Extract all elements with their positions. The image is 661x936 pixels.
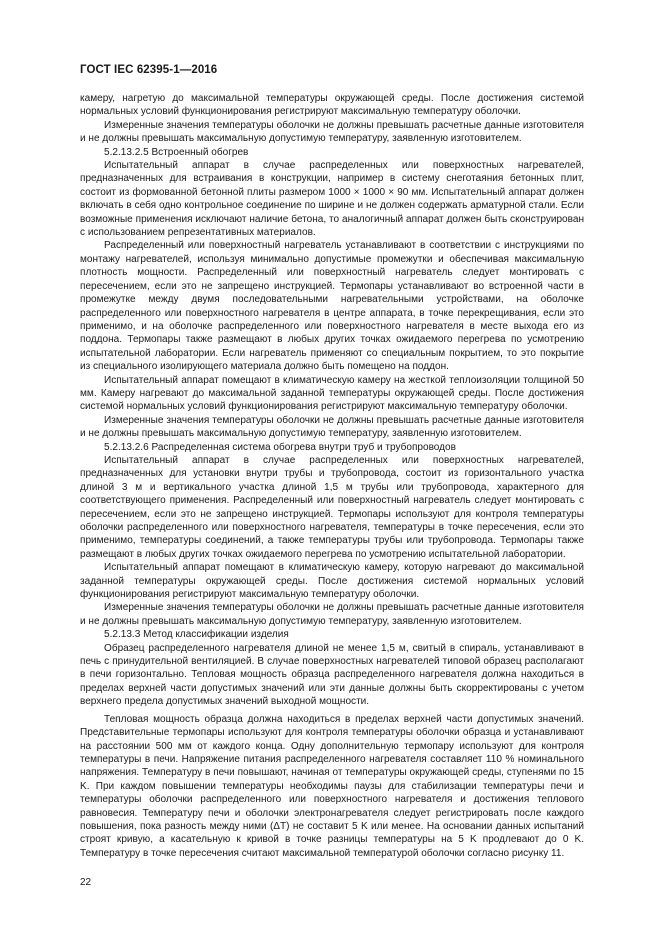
paragraph: Тепловая мощность образца должна находиться в пределах верхней части допустимых значений. Представительные термопары используют для контроля температуры оболочки образца и устанавливают на расстоянии 500 мм от каждого конца. Одну дополнительную термопару используют для контроля температуры в печи. Напряжение питания распределенного нагревателя составляет 110 % номинального напряжения. Температуру в печи повышают, начиная от температуры окружающей среды, ступенями по 15 K. При каждом повышении температуры необходимы паузы для стабилизации температуры печи и температуры оболочки распределенного или поверхностного нагревателя и достижения теплового равновесия. Температуру печи и оболочки электронагревателя следует регистрировать после каждого повышения, пока разность между ними (ΔT) не составит 5 K или менее. На основании данных испытаний строят кривую, а касательную к кривой в точке разницы температуры на 5 K продлевают до 0 K. Температуру в точке пересечения считают максимальной температурой оболочки согласно рисунку 11. bbox=[80, 713, 584, 859]
page-number: 22 bbox=[80, 877, 92, 888]
paragraph: Испытательный аппарат в случае распределенных или поверхностных нагревателей, предназначенных для установки внутри трубы и трубопровода, состоит из горизонтального участка длиной 3 м и вертикального участка длиной 1,5 м трубы или трубопровода, характерного для соответствующего применения. Распределенный или поверхностный нагреватель следует монтировать с пересечением, если это не запрещено инструкцией. Термопары используют для контроля температуры оболочки распределенного или поверхностного нагревателя, температуры в точке пересечения, если это применимо, температуры соединений, а также температуры трубы или трубопровода. Термопары также размещают в любых других точках ожидаемого перегрева по усмотрению испытательной лаборатории. bbox=[80, 454, 584, 560]
paragraph: Измеренные значения температуры оболочки не должны превышать расчетные данные изготовителя и не должны превышать максимальную допустимую температуру, заявленную изготовителем. bbox=[80, 602, 584, 627]
paragraph: Измеренные значения температуры оболочки не должны превышать расчетные данные изготовителя и не должны превышать максимальную допустимую температуру, заявленную изготовителем. bbox=[80, 414, 584, 440]
paragraph: Образец распределенного нагревателя длиной не менее 1,5 м, свитый в спираль, устанавливают в печь с принудительной вентиляцией. В случае поверхностных нагревателей типовой образец располагают в печи горизонтально. Тепловая мощность образца распределенного нагревателя должна находиться в пределах верхней части допустимых значений или эти данные должны быть скорректированы с учетом верхнего предела допустимых значений выходной мощности. bbox=[80, 642, 584, 708]
section-heading: 5.2.13.3 Метод классификации изделия bbox=[104, 629, 289, 641]
section-heading: 5.2.13.2.6 Распределенная система обогрева внутри труб и трубопроводов bbox=[104, 441, 456, 453]
document-body bbox=[80, 92, 584, 860]
paragraph: камеру, нагретую до максимальной температуры окружающей среды. После достижения системой нормальных условий функционирования регистрируют максимальную температуру оболочки. bbox=[80, 93, 584, 118]
paragraph: Распределенный или поверхностный нагреватель устанавливают в соответствии с инструкциями по монтажу нагревателей, используя минимально допустимые промежутки и обеспечивая максимальную плотность мощности. Распределенный или поверхностный нагреватель следует монтировать с пересечением, если это не запрещено инструкцией. Термопары устанавливают во встроенной части в промежутке между двумя последовательными нагревательными устройствами, на оболочке распределенного или поверхностного нагревателя в центре аппарата, в точке перекрещивания, если это применимо, и на оболочке распределенного или поверхностного нагревателя в месте выхода его из поддона. Термопары также размещают в любых других точках ожидаемого перегрева по усмотрению испытательной лаборатории. Если нагреватель применяют со специальным покрытием, то это покрытие из специального изолирующего материала должно быть помещено на поддон. bbox=[80, 240, 584, 373]
paragraph: Испытательный аппарат помещают в климатическую камеру, которую нагревают до максимальной заданной температуры окружающей среды. После достижения системой нормальных условий функционирования регистрируют максимальную температуру оболочки. bbox=[80, 562, 584, 601]
section-heading: 5.2.13.2.5 Встроенный обогрев bbox=[104, 146, 249, 158]
paragraph: Измеренные значения температуры оболочки не должны превышать расчетные данные изготовителя и не должны превышать максимальную допустимую температуру, заявленную изготовителем. bbox=[80, 119, 584, 145]
paragraph: Испытательный аппарат помещают в климатическую камеру на жесткой теплоизоляции толщиной 50 мм. Камеру нагревают до максимальной заданной температуры окружающей среды. После достижения системой нормальных условий функционирования регистрируют максимальную температуру оболочки. bbox=[80, 374, 584, 413]
document-header: ГОСТ IEC 62395-1—2016 bbox=[80, 64, 218, 76]
paragraph: Испытательный аппарат в случае распределенных или поверхностных нагревателей, предназначенных для встраивания в конструкции, например в систему снеготаяния бетонных плит, состоит из формованной бетонной плиты размером 1000 × 1000 × 90 мм. Испытательный аппарат должен включать в себя одно контрольное соединение по ширине и не должен содержать арматурной стали. Если возможные применения исключают наличие бетона, то аналогичный аппарат должен быть сконструирован с использованием репрезентативных материалов. bbox=[80, 160, 584, 239]
